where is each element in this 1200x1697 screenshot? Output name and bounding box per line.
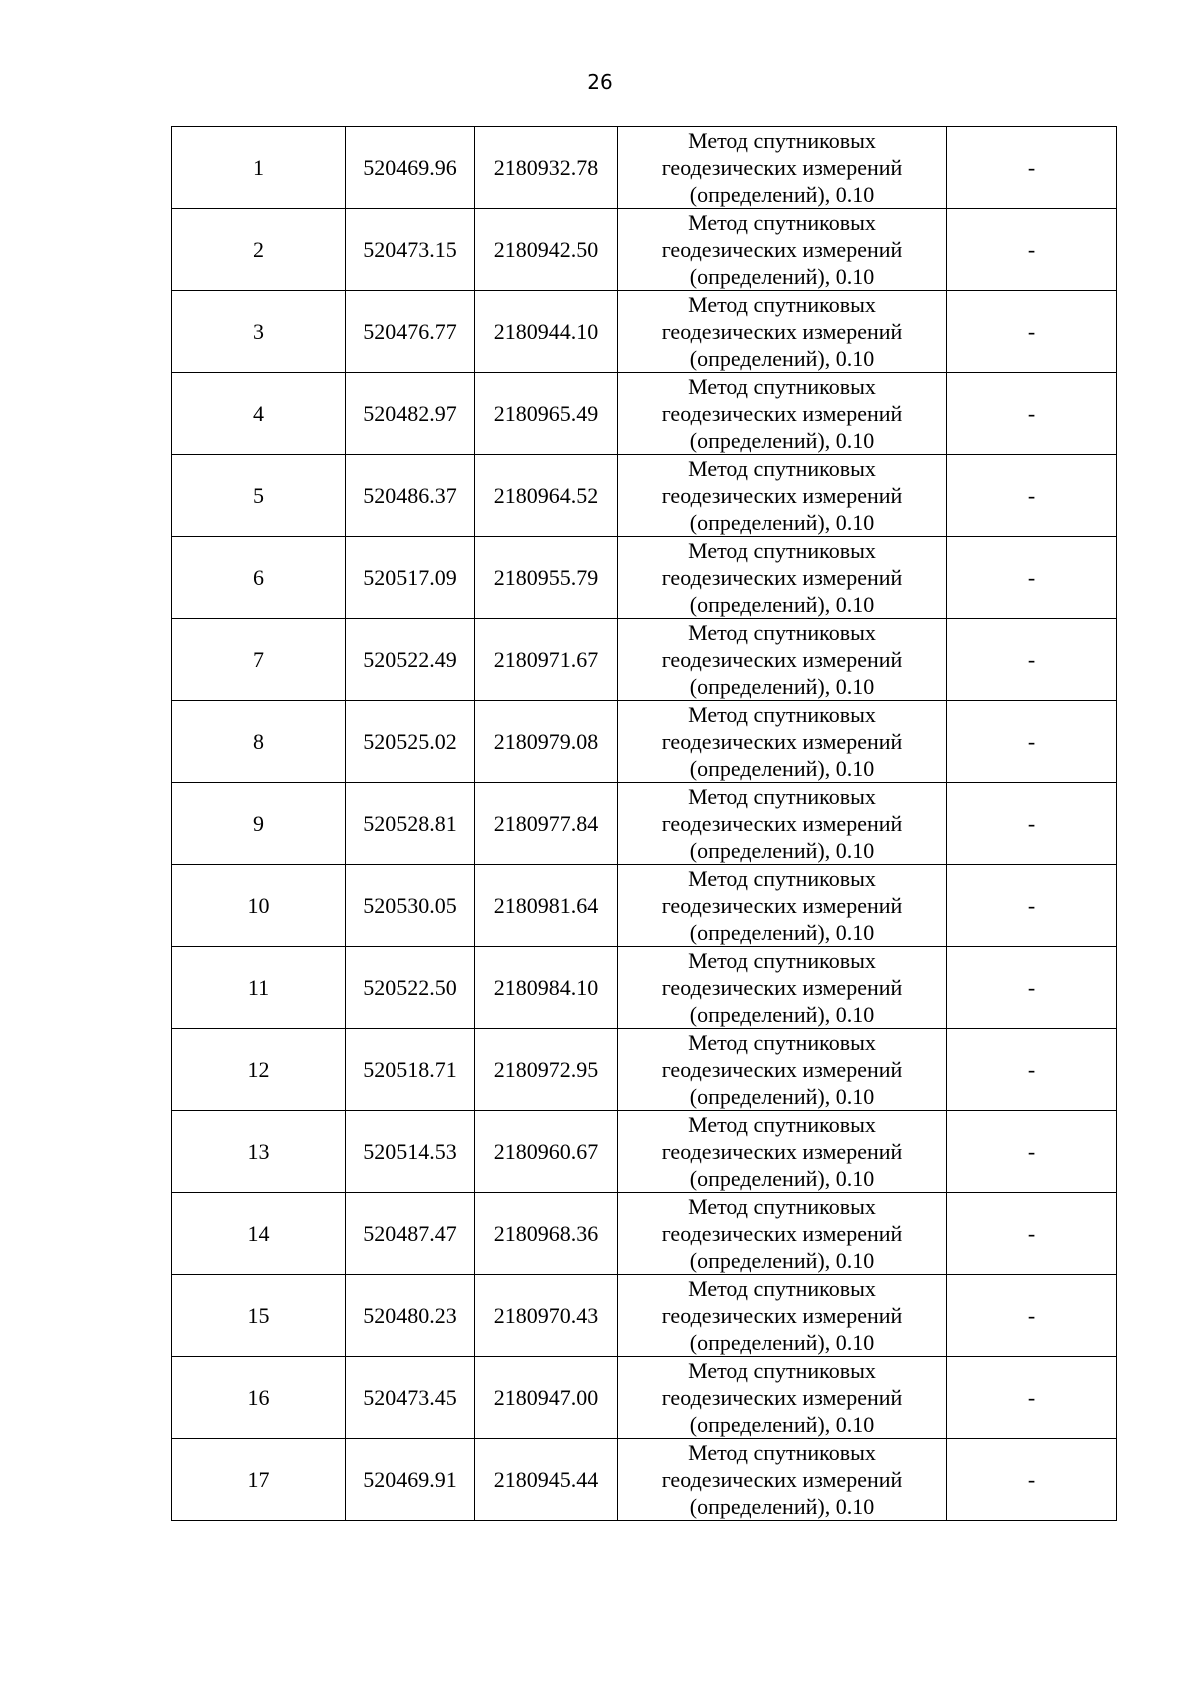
- point-number-cell: 16: [172, 1357, 346, 1439]
- point-number-cell: 9: [172, 783, 346, 865]
- x-coordinate-cell: 520514.53: [346, 1111, 475, 1193]
- y-coordinate-cell: 2180979.08: [475, 701, 618, 783]
- table-row: [172, 619, 1117, 701]
- note-cell: -: [947, 1029, 1117, 1111]
- method-accuracy-cell: Метод спутниковых геодезических измерений (определений), 0.10: [618, 1439, 947, 1521]
- method-accuracy-cell: Метод спутниковых геодезических измерений (определений), 0.10: [618, 1193, 947, 1275]
- y-coordinate-cell: 2180964.52: [475, 455, 618, 537]
- method-accuracy-cell: Метод спутниковых геодезических измерений (определений), 0.10: [618, 619, 947, 701]
- note-cell: -: [947, 373, 1117, 455]
- point-number-cell: 8: [172, 701, 346, 783]
- y-coordinate-cell: 2180970.43: [475, 1275, 618, 1357]
- point-number-cell: 2: [172, 209, 346, 291]
- x-coordinate-cell: 520469.91: [346, 1439, 475, 1521]
- point-number-cell: 10: [172, 865, 346, 947]
- method-accuracy-cell: Метод спутниковых геодезических измерений (определений), 0.10: [618, 701, 947, 783]
- y-coordinate-cell: 2180984.10: [475, 947, 618, 1029]
- x-coordinate-cell: 520486.37: [346, 455, 475, 537]
- x-coordinate-cell: 520480.23: [346, 1275, 475, 1357]
- note-cell: -: [947, 1439, 1117, 1521]
- x-coordinate-cell: 520530.05: [346, 865, 475, 947]
- point-number-cell: 7: [172, 619, 346, 701]
- note-cell: -: [947, 455, 1117, 537]
- table-row: [172, 947, 1117, 1029]
- point-number-cell: 14: [172, 1193, 346, 1275]
- y-coordinate-cell: 2180947.00: [475, 1357, 618, 1439]
- point-number-cell: 4: [172, 373, 346, 455]
- x-coordinate-cell: 520518.71: [346, 1029, 475, 1111]
- x-coordinate-cell: 520522.50: [346, 947, 475, 1029]
- method-accuracy-cell: Метод спутниковых геодезических измерений (определений), 0.10: [618, 1357, 947, 1439]
- note-cell: -: [947, 291, 1117, 373]
- x-coordinate-cell: 520487.47: [346, 1193, 475, 1275]
- x-coordinate-cell: 520528.81: [346, 783, 475, 865]
- y-coordinate-cell: 2180981.64: [475, 865, 618, 947]
- method-accuracy-cell: Метод спутниковых геодезических измерений (определений), 0.10: [618, 455, 947, 537]
- table-row: [172, 701, 1117, 783]
- note-cell: -: [947, 1193, 1117, 1275]
- point-number-cell: 5: [172, 455, 346, 537]
- point-number-cell: 6: [172, 537, 346, 619]
- method-accuracy-cell: Метод спутниковых геодезических измерений (определений), 0.10: [618, 947, 947, 1029]
- method-accuracy-cell: Метод спутниковых геодезических измерений (определений), 0.10: [618, 1275, 947, 1357]
- coordinates-table: [171, 126, 1117, 1521]
- method-accuracy-cell: Метод спутниковых геодезических измерений (определений), 0.10: [618, 373, 947, 455]
- page-number: 26: [587, 70, 613, 94]
- note-cell: -: [947, 209, 1117, 291]
- method-accuracy-cell: Метод спутниковых геодезических измерений (определений), 0.10: [618, 127, 947, 209]
- point-number-cell: 15: [172, 1275, 346, 1357]
- table-row: [172, 1111, 1117, 1193]
- method-accuracy-cell: Метод спутниковых геодезических измерений (определений), 0.10: [618, 783, 947, 865]
- y-coordinate-cell: 2180955.79: [475, 537, 618, 619]
- method-accuracy-cell: Метод спутниковых геодезических измерений (определений), 0.10: [618, 291, 947, 373]
- y-coordinate-cell: 2180965.49: [475, 373, 618, 455]
- method-accuracy-cell: Метод спутниковых геодезических измерений (определений), 0.10: [618, 1111, 947, 1193]
- table-row: [172, 537, 1117, 619]
- point-number-cell: 3: [172, 291, 346, 373]
- x-coordinate-cell: 520517.09: [346, 537, 475, 619]
- point-number-cell: 17: [172, 1439, 346, 1521]
- table-row: [172, 373, 1117, 455]
- table-row: [172, 865, 1117, 947]
- method-accuracy-cell: Метод спутниковых геодезических измерений (определений), 0.10: [618, 537, 947, 619]
- table-row: [172, 1193, 1117, 1275]
- table-row: [172, 1357, 1117, 1439]
- y-coordinate-cell: 2180977.84: [475, 783, 618, 865]
- note-cell: -: [947, 127, 1117, 209]
- x-coordinate-cell: 520469.96: [346, 127, 475, 209]
- note-cell: -: [947, 1357, 1117, 1439]
- table-row: [172, 127, 1117, 209]
- note-cell: -: [947, 1275, 1117, 1357]
- note-cell: -: [947, 619, 1117, 701]
- point-number-cell: 1: [172, 127, 346, 209]
- y-coordinate-cell: 2180972.95: [475, 1029, 618, 1111]
- table-row: [172, 783, 1117, 865]
- y-coordinate-cell: 2180932.78: [475, 127, 618, 209]
- point-number-cell: 13: [172, 1111, 346, 1193]
- table-row: [172, 455, 1117, 537]
- note-cell: -: [947, 947, 1117, 1029]
- note-cell: -: [947, 701, 1117, 783]
- table-row: [172, 1439, 1117, 1521]
- y-coordinate-cell: 2180968.36: [475, 1193, 618, 1275]
- table-row: [172, 1029, 1117, 1111]
- table-row: [172, 209, 1117, 291]
- table-row: [172, 291, 1117, 373]
- note-cell: -: [947, 865, 1117, 947]
- x-coordinate-cell: 520482.97: [346, 373, 475, 455]
- note-cell: -: [947, 783, 1117, 865]
- method-accuracy-cell: Метод спутниковых геодезических измерений (определений), 0.10: [618, 1029, 947, 1111]
- x-coordinate-cell: 520525.02: [346, 701, 475, 783]
- x-coordinate-cell: 520476.77: [346, 291, 475, 373]
- table-row: [172, 1275, 1117, 1357]
- x-coordinate-cell: 520473.15: [346, 209, 475, 291]
- y-coordinate-cell: 2180960.67: [475, 1111, 618, 1193]
- method-accuracy-cell: Метод спутниковых геодезических измерений (определений), 0.10: [618, 209, 947, 291]
- note-cell: -: [947, 537, 1117, 619]
- method-accuracy-cell: Метод спутниковых геодезических измерений (определений), 0.10: [618, 865, 947, 947]
- y-coordinate-cell: 2180942.50: [475, 209, 618, 291]
- point-number-cell: 12: [172, 1029, 346, 1111]
- note-cell: -: [947, 1111, 1117, 1193]
- y-coordinate-cell: 2180944.10: [475, 291, 618, 373]
- x-coordinate-cell: 520473.45: [346, 1357, 475, 1439]
- y-coordinate-cell: 2180971.67: [475, 619, 618, 701]
- x-coordinate-cell: 520522.49: [346, 619, 475, 701]
- y-coordinate-cell: 2180945.44: [475, 1439, 618, 1521]
- point-number-cell: 11: [172, 947, 346, 1029]
